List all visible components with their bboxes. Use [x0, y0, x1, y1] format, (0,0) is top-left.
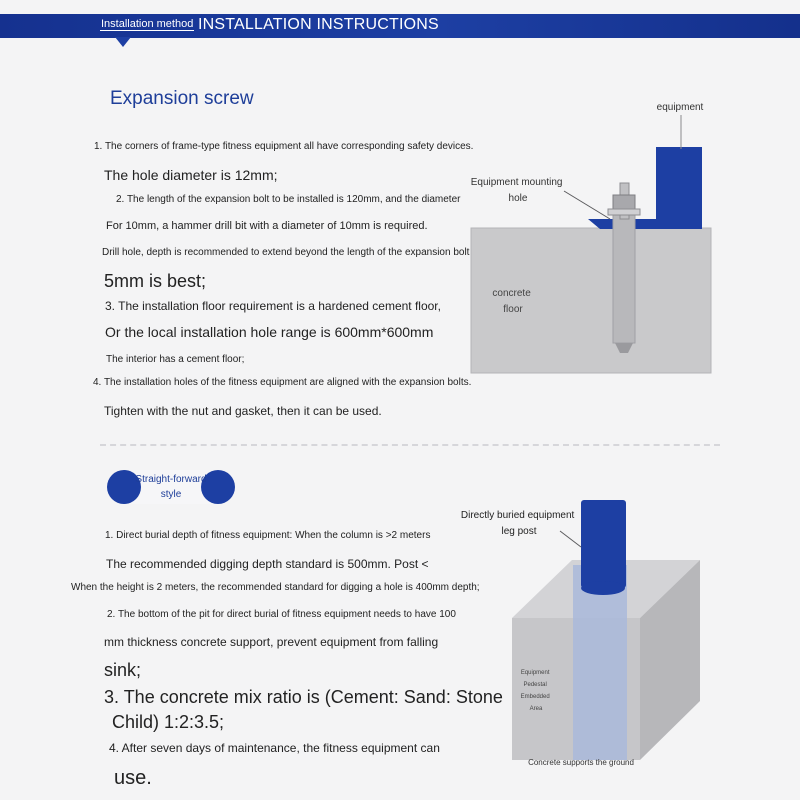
direct-line-4: 2. The bottom of the pit for direct burial of fitness equipment needs to have 100 — [107, 609, 456, 620]
direct-line-3: When the height is 2 meters, the recommended standard for digging a hole is 400mm depth; — [71, 582, 480, 593]
pedestal-label-line-2: Pedestal — [523, 682, 547, 688]
expansion-line-9: The interior has a cement floor; — [106, 354, 245, 365]
direct-line-6: sink; — [104, 660, 142, 680]
direct-line-10: use. — [114, 767, 152, 789]
pedestal-label-line-4: Area — [529, 706, 543, 712]
concrete-floor-label-line-2: floor — [503, 304, 523, 315]
expansion-bolt-diagram — [460, 95, 720, 380]
expansion-line-4: For 10mm, a hammer drill bit with a diameter of 10mm is required. — [106, 220, 428, 232]
mounting-hole-label — [471, 177, 566, 204]
expansion-line-10: 4. The installation holes of the fitness equipment are aligned with the expansion bolts. — [93, 377, 472, 388]
equipment-label: equipment — [656, 102, 704, 113]
concrete-floor-label-line-1: concrete — [492, 288, 531, 299]
bolt-washer — [608, 209, 640, 215]
support-label: Concrete supports the ground — [528, 758, 634, 767]
direct-line-1: 1. Direct burial depth of fitness equipment: When the column is >2 meters — [105, 530, 431, 541]
expansion-line-1: 1. The corners of frame-type fitness equipment all have corresponding safety devices. — [94, 141, 474, 152]
banner-tag: Installation method — [101, 18, 194, 30]
direct-line-8: Child) 1:2:3.5; — [112, 712, 225, 732]
expansion-line-7: 3. The installation floor requirement is a hardened cement floor, — [105, 299, 441, 313]
mounting-hole-label-line-2: hole — [508, 193, 528, 204]
direct-line-7: 3. The concrete mix ratio is (Cement: Sand: Stone — [104, 687, 503, 707]
mounting-hole-leader-line — [564, 191, 610, 219]
expansion-line-5: Drill hole, depth is recommended to extend beyond the length of the expansion bolt — [102, 247, 470, 258]
post-label-line-1: Directly buried equipment — [460, 510, 575, 521]
direct-line-5: mm thickness concrete support, prevent equipment from falling — [104, 635, 439, 649]
banner-pointer-icon — [115, 37, 131, 47]
pedestal-label-line-3: Embedded — [520, 694, 550, 700]
page-title: INSTALLATION INSTRUCTIONS — [198, 16, 439, 33]
post-leader-line — [560, 531, 581, 547]
expansion-line-11: Tighten with the nut and gasket, then it can be used. — [104, 404, 382, 418]
expansion-line-6: 5mm is best; — [104, 271, 207, 291]
section-title-expansion: Expansion screw — [110, 88, 254, 109]
post-ground-ring — [581, 581, 625, 595]
equipment-column — [656, 147, 702, 229]
expansion-line-3: 2. The length of the expansion bolt to be installed is 120mm, and the diameter — [116, 194, 461, 205]
expansion-bolt-sleeve — [613, 215, 635, 343]
concrete-floor-block — [471, 228, 711, 373]
direct-line-9: 4. After seven days of maintenance, the fitness equipment can — [109, 741, 440, 755]
direct-burial-diagram — [460, 495, 720, 780]
post-label — [461, 510, 577, 537]
expansion-line-2: The hole diameter is 12mm; — [104, 167, 278, 183]
mounting-hole-label-line-1: Equipment mounting — [470, 177, 563, 188]
post-label-line-2: leg post — [501, 526, 537, 537]
direct-line-2: The recommended digging depth standard is 500mm. Post < — [106, 557, 429, 571]
bolt-nut — [613, 195, 635, 210]
section-divider — [100, 444, 720, 446]
section-badge-label: Straight-forward style — [135, 474, 207, 500]
pedestal-label-line-1: Equipment — [520, 670, 550, 676]
equipment-post — [581, 500, 626, 588]
expansion-line-8: Or the local installation hole range is 600mm*600mm — [105, 324, 434, 340]
